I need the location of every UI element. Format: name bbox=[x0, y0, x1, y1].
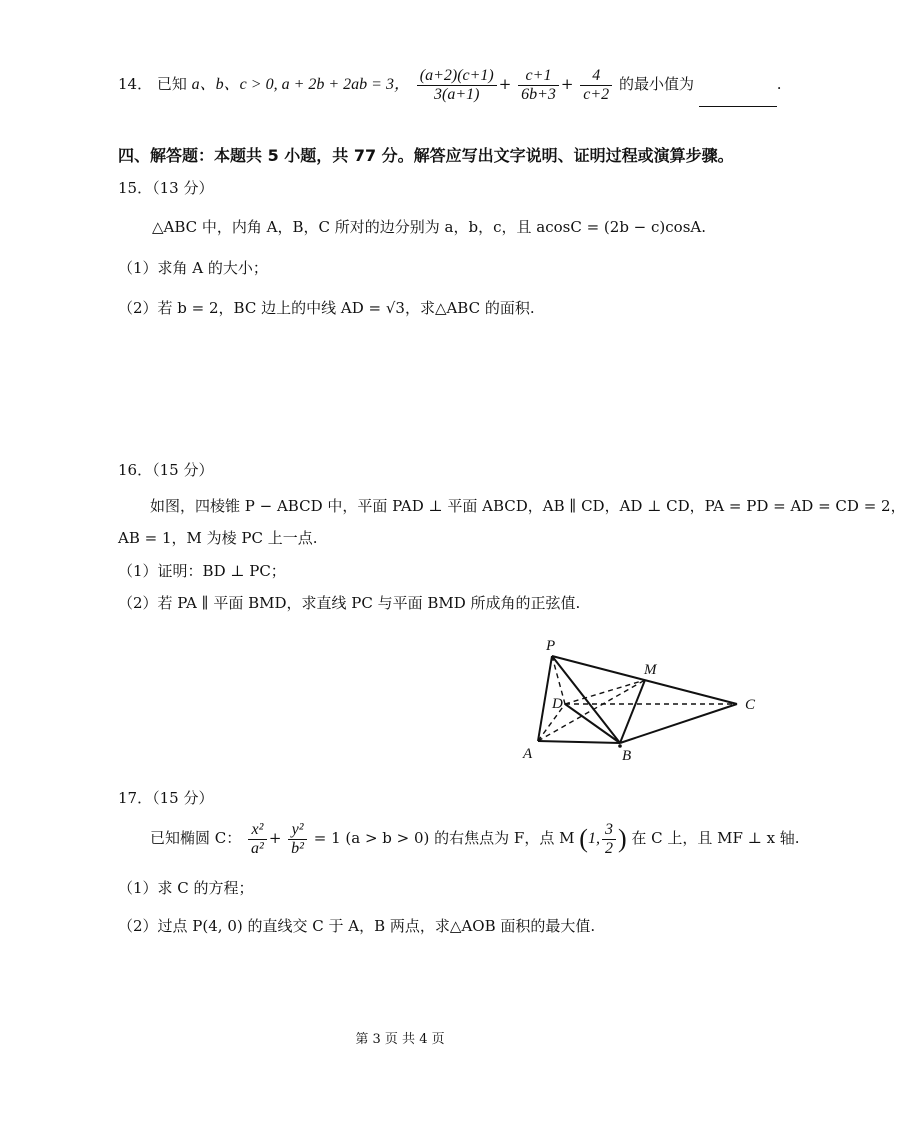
edge-DB bbox=[565, 704, 620, 743]
q17-stem: 已知椭圆 C： $\frac{\text{x²}}{\text{a²}}$ + $\frac{\text{y²}}{\text{b²}}$ = 1 (a > b > 0) 的右焦点为 F，点 M (1, $\frac{3}{2}$ ) 在 C 上，且 MF ⊥ x 轴. bbox=[150, 820, 800, 857]
q17-stem-c: 在 C 上，且 MF ⊥ x 轴. bbox=[631, 829, 800, 847]
q16-stem-2: AB = 1，M 为棱 PC 上一点. bbox=[118, 529, 318, 547]
edge-DM bbox=[565, 680, 645, 704]
q14-text-2: 的最小值为 bbox=[618, 75, 694, 93]
q17-part1: （1）求 C 的方程； bbox=[118, 879, 254, 897]
q14-conditions: a、b、c > 0, a + 2b + 2ab = 3， bbox=[191, 76, 410, 93]
q14-text-1: 已知 bbox=[156, 75, 187, 93]
page-footer: 第 3 页 共 4 页 bbox=[355, 1032, 445, 1047]
q16-part1: （1）证明：BD ⊥ PC； bbox=[118, 562, 286, 580]
q16-title: 16．（15 分） bbox=[118, 461, 214, 479]
q16-part2: （2）若 PA ∥ 平面 BMD，求直线 PC 与平面 BMD 所成角的正弦值. bbox=[118, 594, 581, 612]
q14-period: . bbox=[776, 75, 782, 93]
q15-title: 15．（13 分） bbox=[118, 179, 214, 197]
q14-number: 14． bbox=[118, 75, 153, 93]
q17-m-fraction bbox=[602, 821, 616, 858]
label-P: P bbox=[546, 638, 556, 654]
q17-stem-a: 已知椭圆 C： bbox=[150, 829, 242, 847]
pyramid-figure bbox=[515, 636, 765, 766]
q14-frac3-numerator: 4 bbox=[580, 67, 612, 86]
label-C: C bbox=[745, 697, 756, 713]
q15-part2: （2）若 b = 2，BC 边上的中线 AD = √3，求△ABC 的面积. bbox=[118, 299, 535, 317]
q17-m-x: 1, bbox=[587, 830, 600, 847]
label-M: M bbox=[644, 662, 657, 678]
q14-frac1-denominator: 3(a+1) bbox=[434, 85, 480, 103]
q17-a2: a² bbox=[251, 839, 264, 857]
edge-PA bbox=[538, 656, 552, 741]
q15-stem: △ABC 中，内角 A，B，C 所对的边分别为 a，b，c，且 acosC = (2b − c)cosA. bbox=[152, 218, 707, 236]
q17-close-paren: ) bbox=[617, 824, 627, 853]
q15-part1: （1）求角 A 的大小； bbox=[118, 259, 268, 277]
q16-stem-1: 如图，四棱锥 P − ABCD 中，平面 PAD ⊥ 平面 ABCD，AB ∥ CD，AD ⊥ CD，PA = PD = AD = CD = 2， bbox=[150, 497, 906, 515]
label-D: D bbox=[552, 696, 563, 712]
q14-frac2-denominator: 6b+3 bbox=[521, 85, 556, 103]
q17-part2: （2）过点 P(4, 0) 的直线交 C 于 A，B 两点，求△AOB 面积的最大值. bbox=[118, 917, 596, 935]
q14-frac2-numerator: c+1 bbox=[518, 67, 559, 86]
edge-BC bbox=[620, 704, 737, 743]
q17-y2: y² bbox=[288, 821, 307, 840]
q14-frac1-numerator: (a+2)(c+1) bbox=[417, 67, 497, 86]
q17-b2: b² bbox=[291, 839, 304, 857]
q17-stem-b: = 1 (a > b > 0) 的右焦点为 F，点 M bbox=[313, 829, 575, 847]
section-heading: 四、解答题：本题共 5 小题，共 77 分。解答应写出文字说明、证明过程或演算步骤。 bbox=[118, 146, 734, 165]
q17-x-fraction bbox=[248, 821, 267, 858]
q14-line: 14． 已知 a、b、c > 0, a + 2b + 2ab = 3， $\frac{(a+2)(c+1)}{3(a+1)}$ + $\frac{c+1}{6b+3}$ + $\frac{4}{c+2}$ 的最小值为 . bbox=[118, 62, 782, 106]
q17-title: 17．（15 分） bbox=[118, 789, 214, 807]
label-B: B bbox=[622, 748, 632, 764]
q17-m-num: 3 bbox=[602, 821, 616, 840]
edge-AB bbox=[538, 741, 620, 743]
edge-MB bbox=[620, 680, 645, 743]
q14-fraction-3 bbox=[580, 67, 612, 104]
q14-fraction-1 bbox=[417, 67, 497, 104]
q17-open-paren: ( bbox=[579, 824, 588, 853]
q17-y-fraction bbox=[288, 821, 307, 858]
q14-frac3-denominator: c+2 bbox=[583, 85, 610, 103]
q17-m-den: 2 bbox=[604, 839, 613, 857]
q14-answer-blank bbox=[699, 92, 777, 107]
q17-x2: x² bbox=[248, 821, 267, 840]
label-A: A bbox=[523, 746, 533, 762]
q14-fraction-2 bbox=[518, 67, 559, 104]
